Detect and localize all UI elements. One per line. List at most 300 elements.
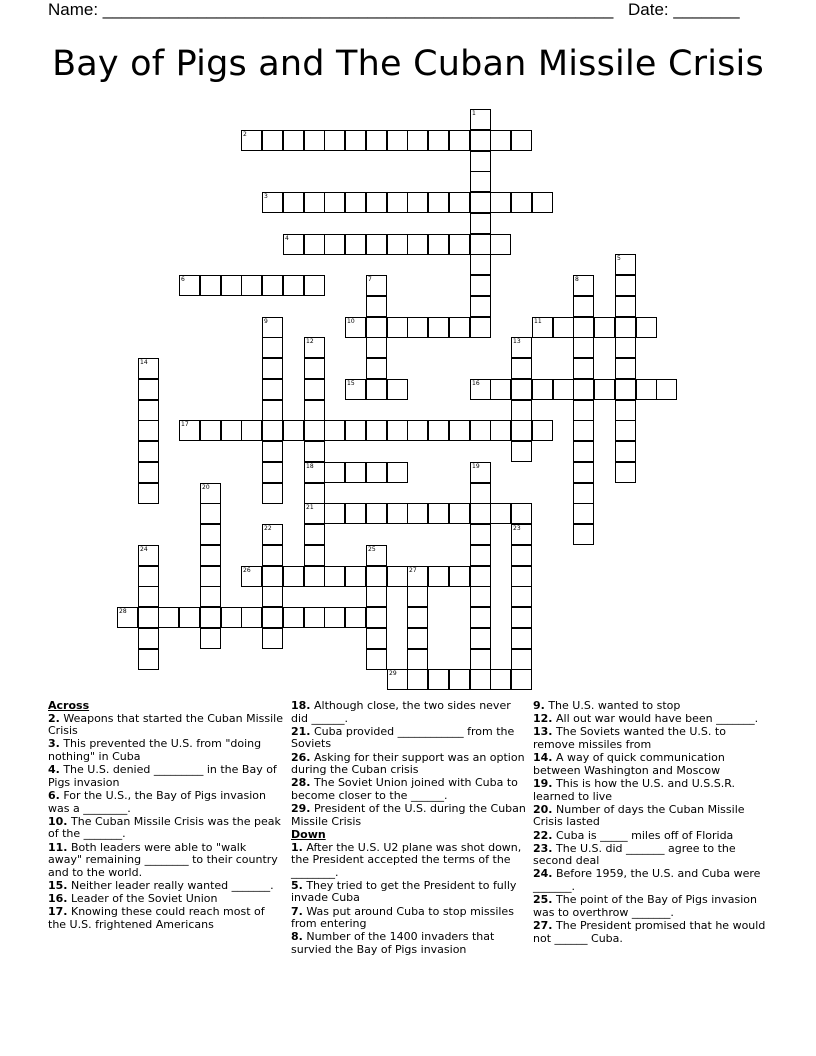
clue-number: 15 <box>347 380 355 387</box>
grid-cell[interactable] <box>138 400 159 421</box>
grid-cell[interactable] <box>470 171 491 192</box>
grid-cell[interactable] <box>241 607 262 628</box>
grid-cell[interactable] <box>407 607 428 628</box>
clue-column-1 <box>48 700 283 932</box>
grid-cell[interactable] <box>407 420 428 441</box>
grid-cell[interactable] <box>304 441 325 462</box>
grid-cell[interactable] <box>138 628 159 649</box>
grid-cell[interactable] <box>262 483 283 504</box>
grid-cell[interactable] <box>387 379 408 400</box>
grid-cell[interactable] <box>573 483 594 504</box>
grid-cell[interactable] <box>200 524 221 545</box>
clue-item <box>533 804 768 829</box>
grid-cell[interactable] <box>366 649 387 670</box>
clue-number: 16 <box>472 380 480 387</box>
grid-cell[interactable] <box>304 130 325 151</box>
grid-cell[interactable] <box>366 317 387 338</box>
grid-cell[interactable] <box>366 275 387 296</box>
date-field[interactable]: Date: _______ <box>628 0 740 19</box>
clue-number: 19 <box>472 463 480 470</box>
grid-cell[interactable] <box>470 669 491 690</box>
grid-cell[interactable] <box>304 545 325 566</box>
grid-cell[interactable] <box>573 400 594 421</box>
grid-cell[interactable] <box>262 400 283 421</box>
clue-number: 11 <box>534 318 542 325</box>
clue-item <box>291 931 526 956</box>
grid-cell[interactable] <box>324 192 345 213</box>
clue-number: 22 <box>264 525 272 532</box>
grid-cell[interactable] <box>573 524 594 545</box>
grid-cell[interactable] <box>366 379 387 400</box>
grid-cell[interactable] <box>262 586 283 607</box>
grid-cell[interactable] <box>573 503 594 524</box>
grid-cell[interactable] <box>573 317 594 338</box>
grid-cell[interactable] <box>428 566 449 587</box>
grid-cell[interactable] <box>241 275 262 296</box>
grid-cell[interactable] <box>470 317 491 338</box>
grid-cell[interactable] <box>532 420 553 441</box>
grid-cell[interactable] <box>138 545 159 566</box>
grid-cell[interactable] <box>407 649 428 670</box>
grid-cell[interactable] <box>407 317 428 338</box>
grid-cell[interactable] <box>366 337 387 358</box>
grid-cell[interactable] <box>615 462 636 483</box>
grid-cell[interactable] <box>366 607 387 628</box>
grid-cell[interactable] <box>553 317 574 338</box>
grid-cell[interactable] <box>449 192 470 213</box>
grid-cell[interactable] <box>449 317 470 338</box>
grid-cell[interactable] <box>490 379 511 400</box>
grid-cell[interactable] <box>407 192 428 213</box>
grid-cell[interactable] <box>553 379 574 400</box>
grid-cell[interactable] <box>283 192 304 213</box>
grid-cell[interactable] <box>200 483 221 504</box>
grid-cell[interactable] <box>304 337 325 358</box>
grid-cell[interactable] <box>490 130 511 151</box>
grid-cell[interactable] <box>470 151 491 172</box>
grid-cell[interactable] <box>387 317 408 338</box>
grid-cell[interactable] <box>304 192 325 213</box>
grid-cell[interactable] <box>345 234 366 255</box>
grid-cell[interactable] <box>200 607 221 628</box>
grid-cell[interactable] <box>345 317 366 338</box>
grid-cell[interactable] <box>304 275 325 296</box>
grid-cell[interactable] <box>511 420 532 441</box>
grid-cell[interactable] <box>304 379 325 400</box>
grid-cell[interactable] <box>532 379 553 400</box>
clue-item <box>533 894 768 919</box>
grid-cell[interactable] <box>387 130 408 151</box>
clue-item-number: 3. <box>48 737 60 751</box>
clue-number: 17 <box>181 421 189 428</box>
grid-cell[interactable] <box>470 109 491 130</box>
grid-cell[interactable] <box>615 420 636 441</box>
grid-cell[interactable] <box>304 420 325 441</box>
grid-cell[interactable] <box>221 275 242 296</box>
grid-cell[interactable] <box>656 379 677 400</box>
clue-number: 8 <box>575 276 579 283</box>
grid-cell[interactable] <box>470 275 491 296</box>
clue-number: 21 <box>306 504 314 511</box>
clue-number: 7 <box>368 276 372 283</box>
grid-cell[interactable] <box>573 441 594 462</box>
grid-cell[interactable] <box>304 462 325 483</box>
grid-cell[interactable] <box>283 420 304 441</box>
grid-cell[interactable] <box>511 192 532 213</box>
grid-cell[interactable] <box>200 566 221 587</box>
grid-cell[interactable] <box>366 358 387 379</box>
grid-cell[interactable] <box>428 669 449 690</box>
across-clue-list <box>48 713 283 932</box>
grid-cell[interactable] <box>511 503 532 524</box>
grid-cell[interactable] <box>324 607 345 628</box>
grid-cell[interactable] <box>138 586 159 607</box>
clue-item-text: Asking for their support was an option during the Cuban crisis <box>291 750 525 777</box>
grid-cell[interactable] <box>304 358 325 379</box>
grid-cell[interactable] <box>262 275 283 296</box>
clue-number: 27 <box>409 567 417 574</box>
grid-cell[interactable] <box>449 234 470 255</box>
grid-cell[interactable] <box>511 337 532 358</box>
grid-cell[interactable] <box>573 379 594 400</box>
grid-cell[interactable] <box>366 545 387 566</box>
grid-cell[interactable] <box>449 130 470 151</box>
grid-cell[interactable] <box>470 192 491 213</box>
grid-cell[interactable] <box>138 649 159 670</box>
grid-cell[interactable] <box>304 503 325 524</box>
grid-cell[interactable] <box>117 607 138 628</box>
grid-cell[interactable] <box>511 545 532 566</box>
grid-cell[interactable] <box>511 400 532 421</box>
grid-cell[interactable] <box>470 545 491 566</box>
grid-cell[interactable] <box>615 254 636 275</box>
grid-cell[interactable] <box>324 462 345 483</box>
grid-cell[interactable] <box>532 317 553 338</box>
across-heading: Across <box>48 699 90 712</box>
grid-cell[interactable] <box>283 130 304 151</box>
grid-cell[interactable] <box>573 462 594 483</box>
clue-item-number: 16. <box>48 892 68 906</box>
across-clue-list-continued <box>291 700 526 828</box>
grid-cell[interactable] <box>407 669 428 690</box>
clue-item <box>533 868 768 893</box>
grid-cell[interactable] <box>262 566 283 587</box>
grid-cell[interactable] <box>262 337 283 358</box>
clue-item-number: 4. <box>48 763 60 777</box>
clue-item-text: Neither leader really wanted _______. <box>67 878 274 892</box>
grid-cell[interactable] <box>511 358 532 379</box>
grid-cell[interactable] <box>511 649 532 670</box>
grid-cell[interactable] <box>490 503 511 524</box>
grid-cell[interactable] <box>407 628 428 649</box>
clue-number: 29 <box>389 670 397 677</box>
grid-cell[interactable] <box>511 628 532 649</box>
clue-item-text: For the U.S., the Bay of Pigs invasion was a ________. <box>48 788 266 815</box>
grid-cell[interactable] <box>470 296 491 317</box>
grid-cell[interactable] <box>262 545 283 566</box>
grid-cell[interactable] <box>345 462 366 483</box>
grid-cell[interactable] <box>594 317 615 338</box>
grid-cell[interactable] <box>324 130 345 151</box>
grid-cell[interactable] <box>366 296 387 317</box>
grid-cell[interactable] <box>262 420 283 441</box>
grid-cell[interactable] <box>615 400 636 421</box>
grid-cell[interactable] <box>490 234 511 255</box>
grid-cell[interactable] <box>470 503 491 524</box>
grid-cell[interactable] <box>594 379 615 400</box>
grid-cell[interactable] <box>490 192 511 213</box>
grid-cell[interactable] <box>138 358 159 379</box>
grid-cell[interactable] <box>158 607 179 628</box>
grid-cell[interactable] <box>636 317 657 338</box>
grid-cell[interactable] <box>407 503 428 524</box>
grid-cell[interactable] <box>470 566 491 587</box>
clue-item-text: The U.S. wanted to stop <box>544 699 681 712</box>
grid-cell[interactable] <box>573 296 594 317</box>
grid-cell[interactable] <box>200 275 221 296</box>
grid-cell[interactable] <box>366 503 387 524</box>
grid-cell[interactable] <box>138 607 159 628</box>
grid-cell[interactable] <box>407 130 428 151</box>
grid-cell[interactable] <box>221 420 242 441</box>
grid-cell[interactable] <box>428 503 449 524</box>
grid-cell[interactable] <box>283 607 304 628</box>
grid-cell[interactable] <box>387 669 408 690</box>
grid-cell[interactable] <box>366 586 387 607</box>
clue-item-number: 5. <box>291 878 303 892</box>
clue-item <box>533 920 768 945</box>
grid-cell[interactable] <box>449 669 470 690</box>
grid-cell[interactable] <box>304 607 325 628</box>
grid-cell[interactable] <box>470 213 491 234</box>
grid-cell[interactable] <box>262 441 283 462</box>
grid-cell[interactable] <box>179 275 200 296</box>
grid-cell[interactable] <box>366 130 387 151</box>
grid-cell[interactable] <box>283 275 304 296</box>
clue-item-text: Weapons that started the Cuban Missile Crisis <box>48 711 283 738</box>
clue-item <box>533 700 768 713</box>
grid-cell[interactable] <box>221 607 242 628</box>
grid-cell[interactable] <box>200 420 221 441</box>
grid-cell[interactable] <box>138 420 159 441</box>
clue-item-number: 20. <box>533 802 553 816</box>
grid-cell[interactable] <box>200 545 221 566</box>
grid-cell[interactable] <box>262 192 283 213</box>
grid-cell[interactable] <box>532 192 553 213</box>
grid-cell[interactable] <box>179 607 200 628</box>
grid-cell[interactable] <box>200 586 221 607</box>
grid-cell[interactable] <box>241 130 262 151</box>
grid-cell[interactable] <box>428 420 449 441</box>
grid-cell[interactable] <box>262 607 283 628</box>
grid-cell[interactable] <box>449 503 470 524</box>
grid-cell[interactable] <box>387 462 408 483</box>
grid-cell[interactable] <box>511 524 532 545</box>
clue-number: 25 <box>368 546 376 553</box>
clue-item-text: The Cuban Missile Crisis was the peak of the _______. <box>48 814 281 841</box>
clue-number: 2 <box>243 131 247 138</box>
clue-item <box>291 726 526 751</box>
grid-cell[interactable] <box>511 441 532 462</box>
grid-cell[interactable] <box>449 566 470 587</box>
grid-cell[interactable] <box>573 275 594 296</box>
grid-cell[interactable] <box>138 566 159 587</box>
grid-cell[interactable] <box>262 358 283 379</box>
name-field[interactable]: Name: ______________________________________________________ <box>48 0 614 19</box>
grid-cell[interactable] <box>470 130 491 151</box>
clue-item <box>48 713 283 738</box>
grid-cell[interactable] <box>138 441 159 462</box>
grid-cell[interactable] <box>511 607 532 628</box>
grid-cell[interactable] <box>366 192 387 213</box>
clue-item <box>533 713 768 726</box>
clue-item <box>291 880 526 905</box>
grid-cell[interactable] <box>366 628 387 649</box>
clue-item-number: 14. <box>533 751 553 765</box>
grid-cell[interactable] <box>262 379 283 400</box>
grid-cell[interactable] <box>324 566 345 587</box>
clue-item <box>533 843 768 868</box>
grid-cell[interactable] <box>241 566 262 587</box>
grid-cell[interactable] <box>470 234 491 255</box>
grid-cell[interactable] <box>615 317 636 338</box>
clue-item-text: After the U.S. U2 plane was shot down, the President accepted the terms of the ________. <box>291 840 522 879</box>
grid-cell[interactable] <box>262 130 283 151</box>
grid-cell[interactable] <box>262 317 283 338</box>
grid-cell[interactable] <box>470 379 491 400</box>
grid-cell[interactable] <box>366 234 387 255</box>
clue-item <box>48 906 283 931</box>
grid-cell[interactable] <box>324 234 345 255</box>
grid-cell[interactable] <box>241 420 262 441</box>
grid-cell[interactable] <box>387 566 408 587</box>
clue-item-number: 9. <box>533 699 545 712</box>
grid-cell[interactable] <box>470 607 491 628</box>
grid-cell[interactable] <box>407 586 428 607</box>
clue-item-number: 18. <box>291 699 311 712</box>
grid-cell[interactable] <box>490 420 511 441</box>
clue-item <box>291 700 526 725</box>
grid-cell[interactable] <box>511 379 532 400</box>
grid-cell[interactable] <box>615 379 636 400</box>
grid-cell[interactable] <box>138 462 159 483</box>
grid-cell[interactable] <box>262 524 283 545</box>
grid-cell[interactable] <box>490 669 511 690</box>
grid-cell[interactable] <box>138 483 159 504</box>
grid-cell[interactable] <box>283 566 304 587</box>
grid-cell[interactable] <box>283 234 304 255</box>
grid-cell[interactable] <box>304 400 325 421</box>
grid-cell[interactable] <box>511 586 532 607</box>
grid-cell[interactable] <box>428 130 449 151</box>
clue-item-number: 29. <box>291 802 311 816</box>
grid-cell[interactable] <box>324 503 345 524</box>
grid-cell[interactable] <box>345 420 366 441</box>
grid-cell[interactable] <box>511 669 532 690</box>
grid-cell[interactable] <box>511 130 532 151</box>
grid-cell[interactable] <box>470 462 491 483</box>
grid-cell[interactable] <box>573 420 594 441</box>
grid-cell[interactable] <box>573 358 594 379</box>
grid-cell[interactable] <box>470 586 491 607</box>
grid-cell[interactable] <box>262 628 283 649</box>
clue-item-number: 21. <box>291 724 311 738</box>
grid-cell[interactable] <box>304 524 325 545</box>
clue-item-number: 23. <box>533 841 553 855</box>
grid-cell[interactable] <box>615 296 636 317</box>
grid-cell[interactable] <box>366 462 387 483</box>
grid-cell[interactable] <box>428 317 449 338</box>
grid-cell[interactable] <box>345 130 366 151</box>
clue-item-text: All out war would have been _______. <box>552 712 759 726</box>
grid-cell[interactable] <box>470 628 491 649</box>
grid-cell[interactable] <box>387 503 408 524</box>
grid-cell[interactable] <box>573 337 594 358</box>
grid-cell[interactable] <box>366 566 387 587</box>
clue-item <box>533 830 768 843</box>
grid-cell[interactable] <box>387 420 408 441</box>
grid-cell[interactable] <box>200 503 221 524</box>
clue-item <box>533 752 768 777</box>
grid-cell[interactable] <box>179 420 200 441</box>
grid-cell[interactable] <box>615 275 636 296</box>
grid-cell[interactable] <box>345 607 366 628</box>
grid-cell[interactable] <box>387 234 408 255</box>
grid-cell[interactable] <box>138 379 159 400</box>
grid-cell[interactable] <box>366 420 387 441</box>
grid-cell[interactable] <box>304 234 325 255</box>
grid-cell[interactable] <box>470 649 491 670</box>
clue-item-number: 11. <box>48 840 68 854</box>
grid-cell[interactable] <box>345 192 366 213</box>
grid-cell[interactable] <box>470 524 491 545</box>
grid-cell[interactable] <box>615 358 636 379</box>
grid-cell[interactable] <box>615 337 636 358</box>
grid-cell[interactable] <box>407 566 428 587</box>
grid-cell[interactable] <box>470 420 491 441</box>
clue-item-number: 22. <box>533 828 553 842</box>
clue-number: 10 <box>347 318 355 325</box>
clue-number: 6 <box>181 276 185 283</box>
grid-cell[interactable] <box>345 566 366 587</box>
clue-column-2 <box>291 700 526 957</box>
clue-item-text: This prevented the U.S. from "doing nothing" in Cuba <box>48 737 262 763</box>
grid-cell[interactable] <box>345 379 366 400</box>
clue-item <box>291 906 526 931</box>
grid-cell[interactable] <box>470 483 491 504</box>
clue-item <box>291 803 526 828</box>
clue-item-number: 12. <box>533 712 553 726</box>
grid-cell[interactable] <box>511 566 532 587</box>
grid-cell[interactable] <box>304 566 325 587</box>
clue-item-text: The Soviet Union joined with Cuba to become closer to the ______. <box>291 776 518 802</box>
grid-cell[interactable] <box>449 420 470 441</box>
grid-cell[interactable] <box>428 192 449 213</box>
clue-item <box>48 816 283 841</box>
grid-cell[interactable] <box>407 234 428 255</box>
grid-cell[interactable] <box>470 254 491 275</box>
clue-item <box>533 726 768 751</box>
grid-cell[interactable] <box>428 234 449 255</box>
grid-cell[interactable] <box>304 483 325 504</box>
grid-cell[interactable] <box>262 462 283 483</box>
grid-cell[interactable] <box>324 420 345 441</box>
grid-cell[interactable] <box>636 379 657 400</box>
grid-cell[interactable] <box>200 628 221 649</box>
grid-cell[interactable] <box>387 192 408 213</box>
grid-cell[interactable] <box>345 503 366 524</box>
grid-cell[interactable] <box>615 441 636 462</box>
